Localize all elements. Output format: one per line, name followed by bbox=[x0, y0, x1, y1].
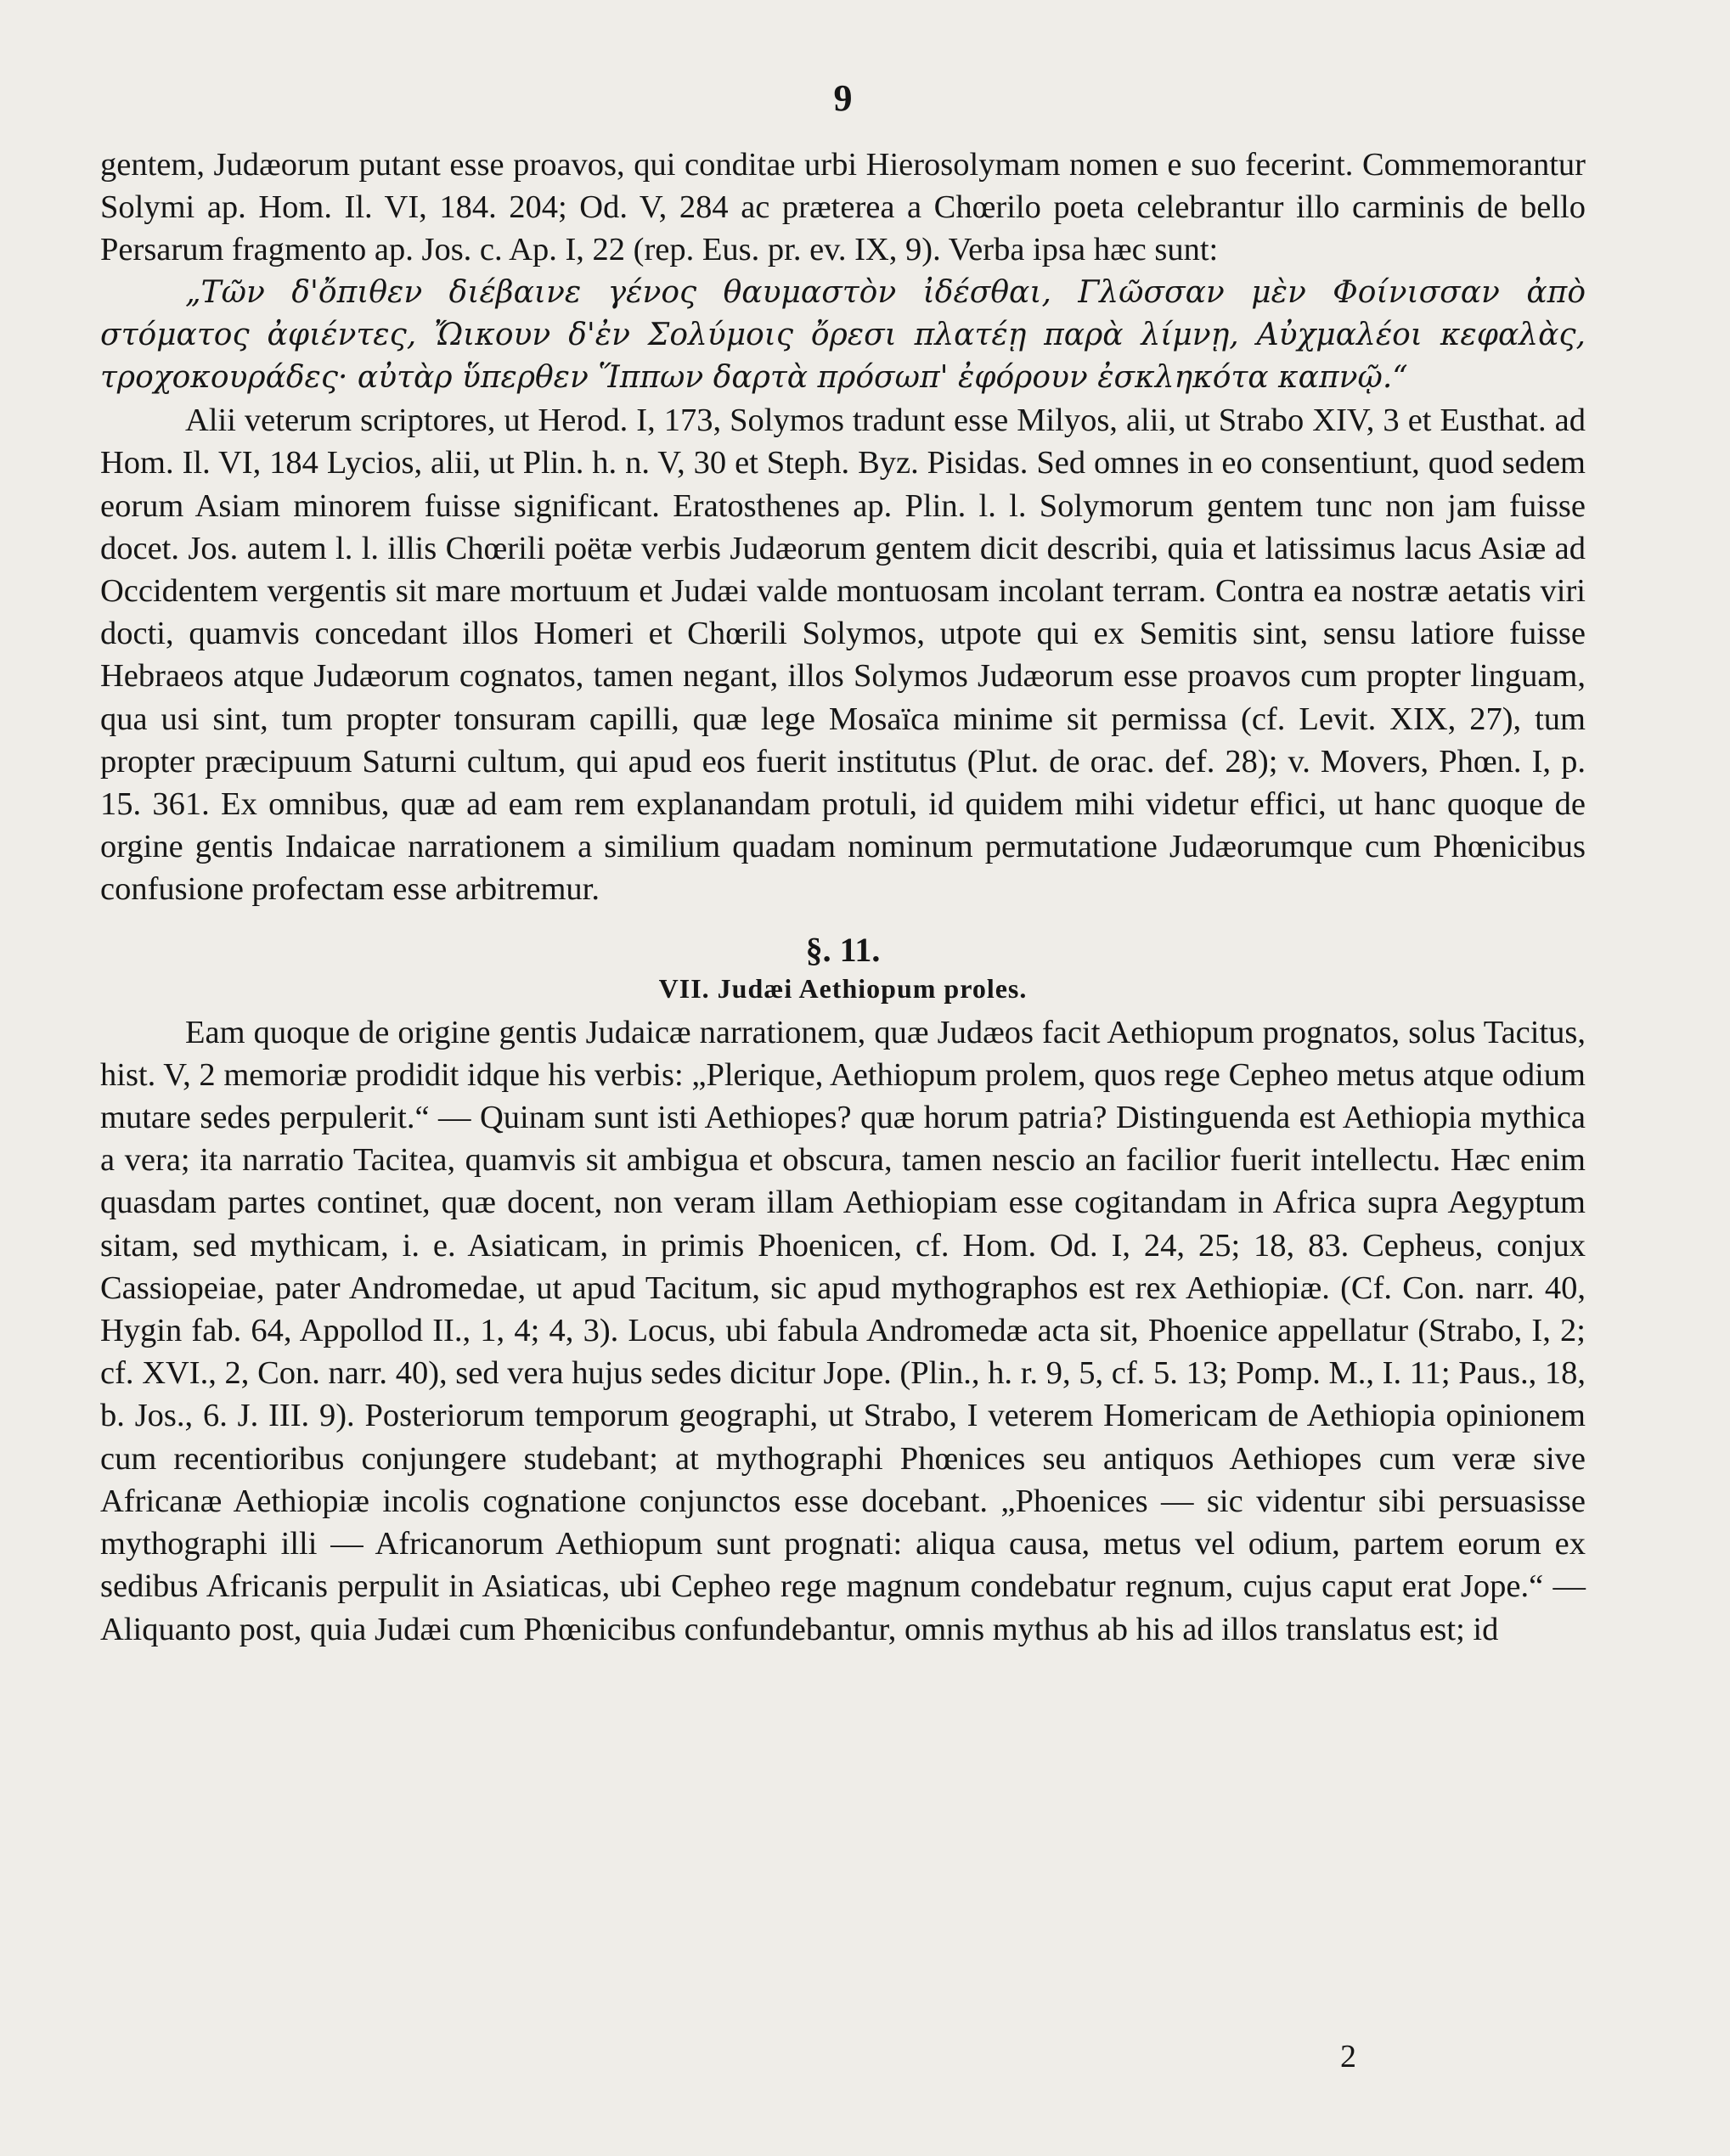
paragraph-veterum-scriptores: Alii veterum scriptores, ut Herod. I, 173, Solymos tradunt esse Milyos, alii, ut Strabo XIV, 3 et Eusthat. ad Hom. Il. VI, 184 Lycios, alii, ut Plin. h. n. V, 30 et Steph. Byz. Pisidas. Sed omnes in eo consentiunt, quod sedem eorum Asiam minorem fuisse significant. Eratosthenes ap. Plin. l. l. Solymorum gentem tunc non jam fuisse docet. Jos. autem l. l. illis Chœrili poëtæ verbis Judæorum gentem dicit describi, quia et latissimus lacus Asiæ ad Occidentem vergentis sit mare mortuum et Judæi valde montuosam incolant terram. Contra ea nostræ aetatis viri docti, quamvis concedant illos Homeri et Chœrili Solymos, utpote qui ex Semitis sint, sensu latiore fuisse Hebraeos atque Judæorum cognatos, tamen negant, illos Solymos Judæorum esse proavos cum propter linguam, qua usi sint, tum propter tonsuram capilli, quæ lege Mosaïca minime sit permissa (cf. Levit. XIX, 27), tum propter præcipuum Saturni cultum, qui apud eos fuerit institutus (Plut. de orac. def. 28); v. Movers, Phœn. I, p. 15. 361. Ex omnibus, quæ ad eam rem explanandam protuli, id quidem mihi videtur effici, ut hanc quoque de orgine gentis Indaicae narrationem a similium quadam nominum permutatione Judæorumque cum Phœnicibus confusione profectam esse arbitremur. bbox=[100, 402, 1586, 908]
section-number: §. 11. bbox=[805, 930, 881, 969]
paragraph-aethiopum-proles: Eam quoque de origine gentis Judaicæ narrationem, quæ Judæos facit Aethiopum prognatos, solus Tacitus, hist. V, 2 memoriæ prodidit idque his verbis: „Plerique, Aethiopum prolem, quos rege Cepheo metus atque odium mutare sedes perpulerit.“ — Quinam sunt isti Aethiopes? quæ horum patria? Distinguenda est Aethiopia mythica a vera; ita narratio Tacitea, quamvis sit ambigua et obscura, tamen nescio an facilior fuerit intellectu. Hæc enim quasdam partes continet, quæ docent, non veram illam Aethiopiam esse cogitandam in Africa supra Aegyptum sitam, sed mythicam, i. e. Asiaticam, in primis Phoenicen, cf. Hom. Od. I, 24, 25; 18, 83. Cepheus, conjux Cassiopeiae, pater Andromedae, ut apud Tacitum, sic apud mythographos est rex Aethiopiæ. (Cf. Con. narr. 40, Hygin fab. 64, Appollod II., 1, 4; 4, 3). Locus, ubi fabula Andromedæ acta sit, Phoenice appellatur (Strabo, I, 2; cf. XVI., 2, Con. narr. 40), sed vera hujus sedes dicitur Jope. (Plin., h. r. 9, 5, cf. 5. 13; Pomp. M., I. 11; Paus., 18, b. Jos., 6. J. III. 9). Posteriorum temporum geographi, ut Strabo, I veterem Homericam de Aethiopia opinionem cum recentioribus conjungere studebant; at mythographi Phœnices seu antiquos Aethiopes cum veræ sive Africanæ Aethiopiæ incolis cognatione conjunctos esse docebant. „Phoenices — sic videntur sibi persuasisse mythographi illi — Africanorum Aethiopum sunt prognati: aliqua causa, metus vel odium, partem eorum ex sedibus Africanis perpulit in Asiaticas, ubi Cepheo rege magnum condebatur regnum, cujus caput erat Jope.“ — Aliquanto post, quia Judæi cum Phœnicibus confundebantur, omnis mythus ab his ad illos translatus est; id bbox=[100, 1014, 1586, 1647]
section-title: VII. Judæi Aethiopum proles. bbox=[658, 972, 1028, 1004]
paragraph-solymi: gentem, Judæorum putant esse proavos, qui conditae urbi Hierosolymam nomen e suo fecerint. Commemorantur Solymi ap. Hom. Il. VI, 184. 204; Od. V, 284 ac præterea a Chœrilo poeta celebrantur illo carminis de bello Persarum fragmento ap. Jos. c. Ap. I, 22 (rep. Eus. pr. ev. IX, 9). Verba ipsa hæc sunt: bbox=[100, 147, 1586, 268]
greek-quotation: „Τῶν δ'ὄπιθεν διέβαινε γένος θαυμαστὸν ἰδέσθαι, Γλῶσσαν μὲν Φοίνισσαν ἀπὸ στόματος ἀφιέντες, Ὤικουν δ'ἐν Σολύμοις ὄρεσι πλατέῃ παρὰ λίμνῃ, Αὐχμαλέοι κεφαλὰς, τροχοκουράδες· αὐτὰρ ὕπερθεν Ἵππων δαρτὰ πρόσωπ' ἐφόρουν ἐσκληκότα καπνῷ.“ bbox=[100, 274, 1586, 396]
signature-mark: 2 bbox=[1340, 2039, 1356, 2074]
page-number: 9 bbox=[833, 77, 853, 119]
